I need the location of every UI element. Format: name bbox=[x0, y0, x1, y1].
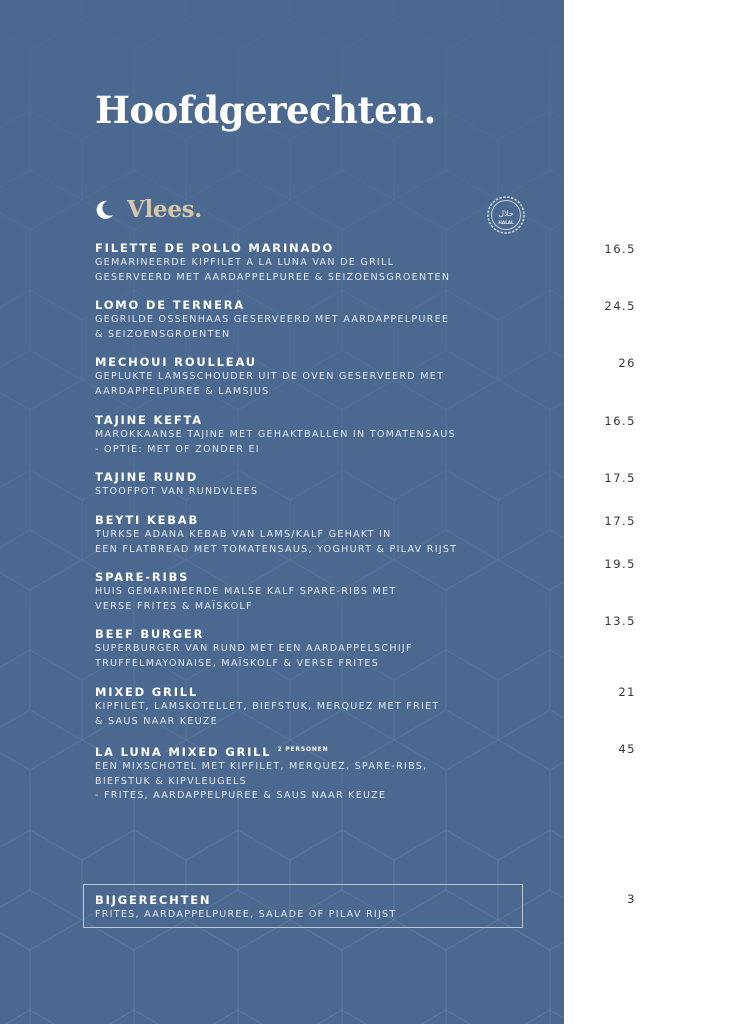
crescent-moon-icon bbox=[93, 199, 115, 221]
menu-item bbox=[95, 470, 535, 500]
item-price: 17.5 bbox=[604, 471, 636, 485]
section-title: Vlees. bbox=[127, 196, 203, 223]
item-name: BEEF BURGER bbox=[95, 627, 205, 641]
item-price: 21 bbox=[618, 685, 636, 699]
halal-arabic-text: حلال bbox=[498, 209, 514, 218]
item-name: LOMO DE TERNERA bbox=[95, 298, 246, 312]
item-price: 16.5 bbox=[604, 242, 636, 256]
item-name-text: LA LUNA MIXED GRILL bbox=[95, 745, 272, 759]
side-dishes-price: 3 bbox=[627, 892, 636, 906]
menu-item bbox=[95, 570, 535, 614]
halal-seal-icon bbox=[486, 195, 526, 235]
side-dishes-box bbox=[83, 884, 523, 928]
section-header bbox=[93, 196, 202, 223]
menu-item bbox=[95, 413, 535, 457]
item-name: MIXED GRILL bbox=[95, 685, 199, 699]
page-title: Hoofdgerechten. bbox=[95, 88, 436, 132]
menu-item bbox=[95, 627, 535, 671]
item-price: 19.5 bbox=[604, 557, 636, 571]
item-price: 24.5 bbox=[604, 299, 636, 313]
menu-item bbox=[95, 513, 535, 557]
item-description: STOOFPOT VAN RUNDVLEES bbox=[95, 486, 259, 497]
side-dishes-title: BIJGERECHTEN bbox=[95, 893, 212, 907]
item-price: 13.5 bbox=[604, 614, 636, 628]
item-price: 45 bbox=[618, 742, 636, 756]
item-name: SPARE-RIBS bbox=[95, 570, 190, 584]
item-name bbox=[95, 742, 535, 760]
item-description: GEGRILDE OSSENHAAS GESERVEERD MET AARDAPPELPUREE & SEIZOENSGROENTEN bbox=[95, 314, 450, 340]
menu-item bbox=[95, 742, 535, 804]
item-price: 26 bbox=[618, 356, 636, 370]
item-name: FILETTE DE POLLO MARINADO bbox=[95, 241, 335, 255]
item-description: SUPERBURGER VAN RUND MET EEN AARDAPPELSCHIJF TRUFFELMAYONAISE, MAÏSKOLF & VERSE FRITES bbox=[95, 643, 413, 669]
item-description: GEMARINEERDE KIPFILET A LA LUNA VAN DE GRILL GESERVEERD MET AARDAPPELPUREE & SEIZOENSGROENTEN bbox=[95, 257, 451, 283]
menu-item bbox=[95, 355, 535, 399]
menu-item bbox=[95, 298, 535, 342]
item-name: BEYTI KEBAB bbox=[95, 513, 200, 527]
side-dishes-description: FRITES, AARDAPPELPUREE, SALADE OF PILAV RIJST bbox=[95, 909, 397, 920]
halal-label: HALAL bbox=[498, 220, 514, 225]
item-price: 16.5 bbox=[604, 414, 636, 428]
item-description: KIPFILET, LAMSKOTELLET, BIEFSTUK, MERQUEZ MET FRIET & SAUS NAAR KEUZE bbox=[95, 701, 440, 727]
item-name: TAJINE RUND bbox=[95, 470, 199, 484]
item-name: TAJINE KEFTA bbox=[95, 413, 203, 427]
menu-item bbox=[95, 241, 535, 285]
menu-item bbox=[95, 685, 535, 729]
item-subnote: 2 PERSONEN bbox=[277, 746, 329, 753]
item-price: 17.5 bbox=[604, 514, 636, 528]
item-description: HUIS GEMARINEERDE MALSE KALF SPARE-RIBS MET VERSE FRITES & MAÏSKOLF bbox=[95, 586, 397, 612]
item-description: TURKSE ADANA KEBAB VAN LAMS/KALF GEHAKT IN EEN FLATBREAD MET TOMATENSAUS, YOGHURT & PILAV RIJST bbox=[95, 529, 458, 555]
item-description: EEN MIXSCHOTEL MET KIPFILET, MERQUEZ, SPARE-RIBS, BIEFSTUK & KIPVLEUGELS - FRITES, AARDAPPELPUREE & SAUS NAAR KEUZE bbox=[95, 761, 428, 801]
item-description: MAROKKAANSE TAJINE MET GEHAKTBALLEN IN TOMATENSAUS - OPTIE: MET OF ZONDER EI bbox=[95, 429, 457, 455]
item-name: MECHOUI ROULLEAU bbox=[95, 355, 257, 369]
item-description: GEPLUKTE LAMSSCHOUDER UIT DE OVEN GESERVEERD MET AARDAPPELPUREE & LAMSJUS bbox=[95, 371, 445, 397]
